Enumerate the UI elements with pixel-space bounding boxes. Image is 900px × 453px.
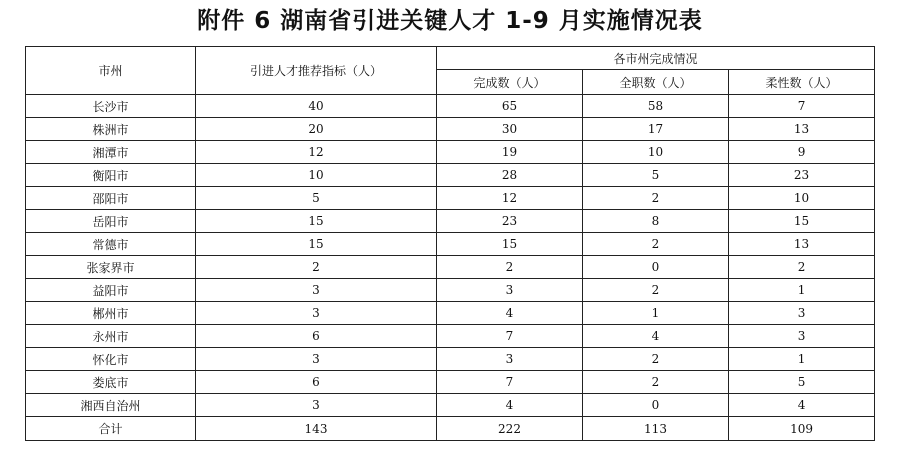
city-cell: 娄底市 [26, 371, 196, 394]
city-cell: 株洲市 [26, 118, 196, 141]
city-cell: 永州市 [26, 325, 196, 348]
city-cell: 益阳市 [26, 279, 196, 302]
completed-cell: 3 [437, 348, 583, 371]
table-row [26, 187, 875, 210]
completed-cell: 15 [437, 233, 583, 256]
city-cell: 长沙市 [26, 95, 196, 118]
table-row [26, 210, 875, 233]
table-body [26, 95, 875, 441]
fulltime-cell: 2 [583, 279, 729, 302]
header-row-1 [26, 47, 875, 70]
table-row [26, 95, 875, 118]
table-row [26, 141, 875, 164]
flexible-cell: 7 [729, 95, 875, 118]
fulltime-cell: 10 [583, 141, 729, 164]
table-row [26, 233, 875, 256]
table-header [26, 47, 875, 95]
city-cell: 常德市 [26, 233, 196, 256]
target-cell: 15 [196, 210, 437, 233]
city-cell: 怀化市 [26, 348, 196, 371]
page-title: 附件 6 湖南省引进关键人才 1-9 月实施情况表 [197, 8, 703, 34]
flexible-cell: 13 [729, 118, 875, 141]
total-completed: 222 [437, 417, 583, 441]
completed-cell: 30 [437, 118, 583, 141]
header-completed: 完成数（人） [437, 70, 583, 95]
header-flexible: 柔性数（人） [729, 70, 875, 95]
fulltime-cell: 58 [583, 95, 729, 118]
flexible-cell: 15 [729, 210, 875, 233]
completed-cell: 4 [437, 394, 583, 417]
city-cell: 湘西自治州 [26, 394, 196, 417]
fulltime-cell: 8 [583, 210, 729, 233]
total-label: 合计 [26, 417, 196, 441]
flexible-cell: 23 [729, 164, 875, 187]
target-cell: 6 [196, 325, 437, 348]
completed-cell: 7 [437, 371, 583, 394]
table-row [26, 118, 875, 141]
target-cell: 3 [196, 394, 437, 417]
table-row [26, 371, 875, 394]
city-cell: 张家界市 [26, 256, 196, 279]
completed-cell: 2 [437, 256, 583, 279]
completed-cell: 28 [437, 164, 583, 187]
total-flexible: 109 [729, 417, 875, 441]
total-row [26, 417, 875, 441]
target-cell: 5 [196, 187, 437, 210]
header-completion-group: 各市州完成情况 [437, 47, 875, 70]
flexible-cell: 3 [729, 325, 875, 348]
flexible-cell: 10 [729, 187, 875, 210]
fulltime-cell: 0 [583, 256, 729, 279]
table-row [26, 348, 875, 371]
target-cell: 10 [196, 164, 437, 187]
fulltime-cell: 0 [583, 394, 729, 417]
completed-cell: 3 [437, 279, 583, 302]
completed-cell: 12 [437, 187, 583, 210]
completed-cell: 65 [437, 95, 583, 118]
completed-cell: 7 [437, 325, 583, 348]
completed-cell: 19 [437, 141, 583, 164]
target-cell: 3 [196, 348, 437, 371]
city-cell: 衡阳市 [26, 164, 196, 187]
implementation-table [25, 46, 875, 441]
completed-cell: 23 [437, 210, 583, 233]
target-cell: 15 [196, 233, 437, 256]
target-cell: 40 [196, 95, 437, 118]
target-cell: 3 [196, 302, 437, 325]
fulltime-cell: 2 [583, 233, 729, 256]
target-cell: 2 [196, 256, 437, 279]
table-row [26, 394, 875, 417]
city-cell: 岳阳市 [26, 210, 196, 233]
table-row [26, 256, 875, 279]
target-cell: 12 [196, 141, 437, 164]
target-cell: 20 [196, 118, 437, 141]
flexible-cell: 9 [729, 141, 875, 164]
header-target: 引进人才推荐指标（人） [196, 47, 437, 95]
flexible-cell: 5 [729, 371, 875, 394]
flexible-cell: 1 [729, 279, 875, 302]
flexible-cell: 2 [729, 256, 875, 279]
flexible-cell: 1 [729, 348, 875, 371]
city-cell: 郴州市 [26, 302, 196, 325]
fulltime-cell: 2 [583, 371, 729, 394]
fulltime-cell: 5 [583, 164, 729, 187]
table-row [26, 164, 875, 187]
city-cell: 邵阳市 [26, 187, 196, 210]
flexible-cell: 3 [729, 302, 875, 325]
table-row [26, 302, 875, 325]
table-row [26, 325, 875, 348]
total-target: 143 [196, 417, 437, 441]
fulltime-cell: 4 [583, 325, 729, 348]
fulltime-cell: 1 [583, 302, 729, 325]
target-cell: 3 [196, 279, 437, 302]
fulltime-cell: 2 [583, 187, 729, 210]
flexible-cell: 4 [729, 394, 875, 417]
completed-cell: 4 [437, 302, 583, 325]
fulltime-cell: 2 [583, 348, 729, 371]
header-city: 市州 [26, 47, 196, 95]
fulltime-cell: 17 [583, 118, 729, 141]
flexible-cell: 13 [729, 233, 875, 256]
target-cell: 6 [196, 371, 437, 394]
total-fulltime: 113 [583, 417, 729, 441]
table-row [26, 279, 875, 302]
city-cell: 湘潭市 [26, 141, 196, 164]
header-fulltime: 全职数（人） [583, 70, 729, 95]
